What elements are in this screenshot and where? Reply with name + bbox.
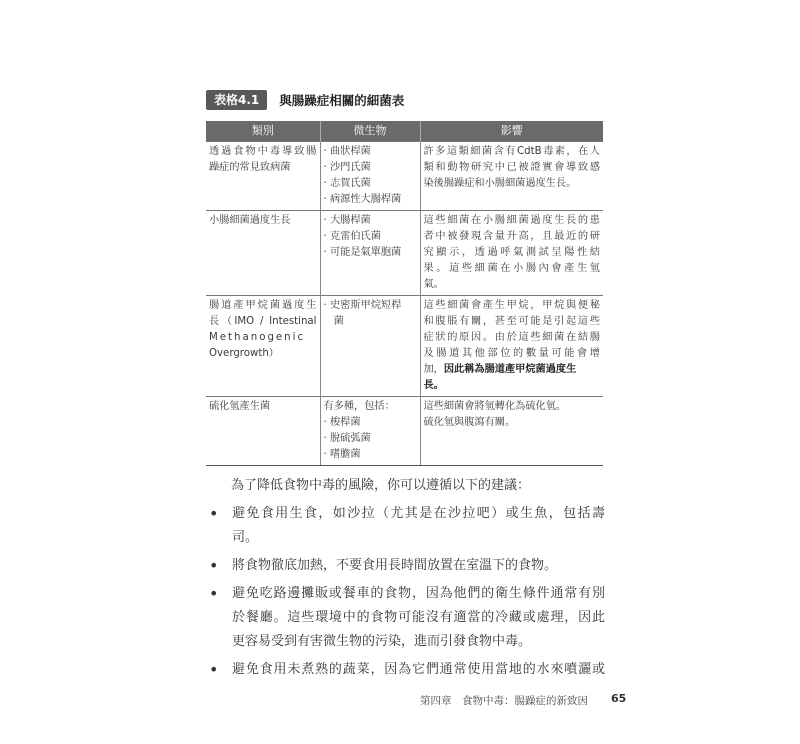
cell-line: ‧ 曲狀桿菌 bbox=[323, 146, 371, 157]
effects-cell bbox=[420, 296, 603, 397]
cell-line: 和腹脹有關，甚至可能是引起這些 bbox=[423, 316, 600, 327]
table-row bbox=[206, 142, 603, 211]
intro-paragraph: 為了降低食物中毒的風險，你可以遵循以下的建議： bbox=[231, 478, 531, 493]
text-line: 將食物徹底加熱，不要食用長時間放置在室溫下的食物。 bbox=[232, 558, 558, 573]
cell-line: 長。 bbox=[423, 380, 444, 391]
bacteria-table bbox=[206, 121, 603, 466]
organisms-cell bbox=[320, 397, 420, 466]
text-line: 避免食用生食，如沙拉（尤其是在沙拉吧）或生魚，包括壽 bbox=[232, 506, 605, 521]
cell-line: 硫化氫產生菌 bbox=[209, 401, 271, 412]
cell-line: ‧ 可能是氣單胞菌 bbox=[323, 247, 402, 258]
bullet-item bbox=[205, 582, 605, 654]
header-effects: 影響 bbox=[420, 121, 603, 142]
effects-cell bbox=[420, 397, 603, 466]
text-line: 避免吃路邊攤販或餐車的食物，因為他們的衛生條件通常有別 bbox=[232, 586, 605, 601]
organisms-cell bbox=[320, 142, 420, 211]
bullet-dot-icon: • bbox=[209, 584, 219, 603]
cell-line: 長（IMO / Intestinal bbox=[209, 316, 317, 327]
bullet-dot-icon: • bbox=[209, 660, 219, 679]
table-caption bbox=[206, 90, 404, 110]
cell-line: 躁症的常見致病菌 bbox=[209, 162, 291, 173]
cell-line: Methanogenic bbox=[209, 332, 306, 343]
cell-line: ‧ 志賀氏菌 bbox=[323, 178, 371, 189]
cell-line: ‧ 脫硫弧菌 bbox=[323, 433, 371, 444]
cell-bold-text: 因此稱為腸道產甲烷菌過度生 bbox=[443, 364, 577, 375]
cell-line: ‧ 嗜膽菌 bbox=[323, 449, 361, 460]
cell-line: ‧ 史密斯甲烷短桿 bbox=[323, 300, 402, 311]
bullet-item bbox=[205, 554, 605, 578]
organisms-cell bbox=[320, 211, 420, 296]
bullet-dot-icon: • bbox=[209, 556, 219, 575]
category-cell bbox=[206, 296, 320, 397]
bullet-dot-icon: • bbox=[209, 504, 219, 523]
cell-line: 腸道產甲烷菌過度生 bbox=[209, 300, 317, 311]
body-text bbox=[205, 474, 605, 682]
cell-line: Overgrowth） bbox=[209, 348, 279, 359]
text-line: 避免食用未煮熟的蔬菜，因為它們通常使用當地的水來噴灑或 bbox=[232, 662, 605, 677]
text-line: 於餐廳。這些環境中的食物可能沒有適當的冷藏或處理，因此 bbox=[232, 610, 605, 625]
cell-line: 有多種，包括： bbox=[323, 401, 395, 412]
cell-line: 許多這類細菌含有CdtB毒素，在人 bbox=[423, 146, 600, 157]
cell-line: 果。這些細菌在小腸內會產生氫 bbox=[423, 263, 600, 274]
category-cell bbox=[206, 211, 320, 296]
cell-line: 小腸細菌過度生長 bbox=[209, 215, 291, 226]
bullet-text bbox=[232, 658, 605, 682]
cell-line: 這些細菌在小腸細菌過度生長的患 bbox=[423, 215, 600, 226]
cell-line: 及腸道其他部位的數量可能會增 bbox=[423, 348, 600, 359]
cell-line: 染後腸躁症和小腸細菌過度生長。 bbox=[423, 178, 577, 189]
cell-line: 者中被發現含量升高，且最近的研 bbox=[423, 231, 600, 242]
header-category: 類別 bbox=[206, 121, 320, 142]
text-line: 更容易受到有害微生物的污染，進而引發食物中毒。 bbox=[232, 634, 532, 649]
cell-line: ‧ 病源性大腸桿菌 bbox=[323, 194, 402, 205]
header-organisms: 微生物 bbox=[320, 121, 420, 142]
cell-line: 究顯示，透過呼氣測試呈陽性結 bbox=[423, 247, 600, 258]
cell-line bbox=[424, 362, 601, 378]
table-row bbox=[206, 211, 603, 296]
cell-line: 透過食物中毒導致腸 bbox=[209, 146, 317, 157]
cell-line: ‧ 梭桿菌 bbox=[323, 417, 361, 428]
cell-line: 菌 bbox=[323, 316, 344, 327]
cell-line: ‧ 沙門氏菌 bbox=[323, 162, 371, 173]
cell-line: ‧ 大腸桿菌 bbox=[323, 215, 371, 226]
table-title: 與腸躁症相關的細菌表 bbox=[279, 93, 405, 108]
bullet-text bbox=[232, 502, 605, 550]
table-row bbox=[206, 397, 603, 466]
cell-line: 氣。 bbox=[423, 279, 444, 290]
bullet-item bbox=[205, 658, 605, 682]
table-number-badge: 表格4.1 bbox=[206, 90, 267, 110]
category-cell bbox=[206, 142, 320, 211]
organisms-cell bbox=[320, 296, 420, 397]
page-number: 65 bbox=[611, 692, 627, 705]
cell-line: 這些細菌會產生甲烷，甲烷與便秘 bbox=[423, 300, 600, 311]
cell-text: 加， bbox=[423, 364, 444, 375]
effects-cell bbox=[420, 211, 603, 296]
cell-line: 這些細菌會將氫轉化為硫化氫。 bbox=[423, 401, 567, 412]
bullet-text bbox=[232, 554, 605, 578]
effects-cell bbox=[420, 142, 603, 211]
cell-line: 症狀的原因。由於這些細菌在結腸 bbox=[423, 332, 600, 343]
text-line: 司。 bbox=[232, 530, 259, 545]
bullet-item bbox=[205, 502, 605, 550]
category-cell bbox=[206, 397, 320, 466]
table-header-row bbox=[206, 121, 603, 142]
bullet-text bbox=[232, 582, 605, 654]
cell-line: 硫化氫與腹瀉有關。 bbox=[423, 417, 516, 428]
cell-line: 類和動物研究中已被證實會導致感 bbox=[423, 162, 600, 173]
running-footer: 第四章 食物中毒：腸躁症的新致因 bbox=[420, 695, 588, 707]
cell-line: ‧ 克雷伯氏菌 bbox=[323, 231, 381, 242]
table-row bbox=[206, 296, 603, 397]
